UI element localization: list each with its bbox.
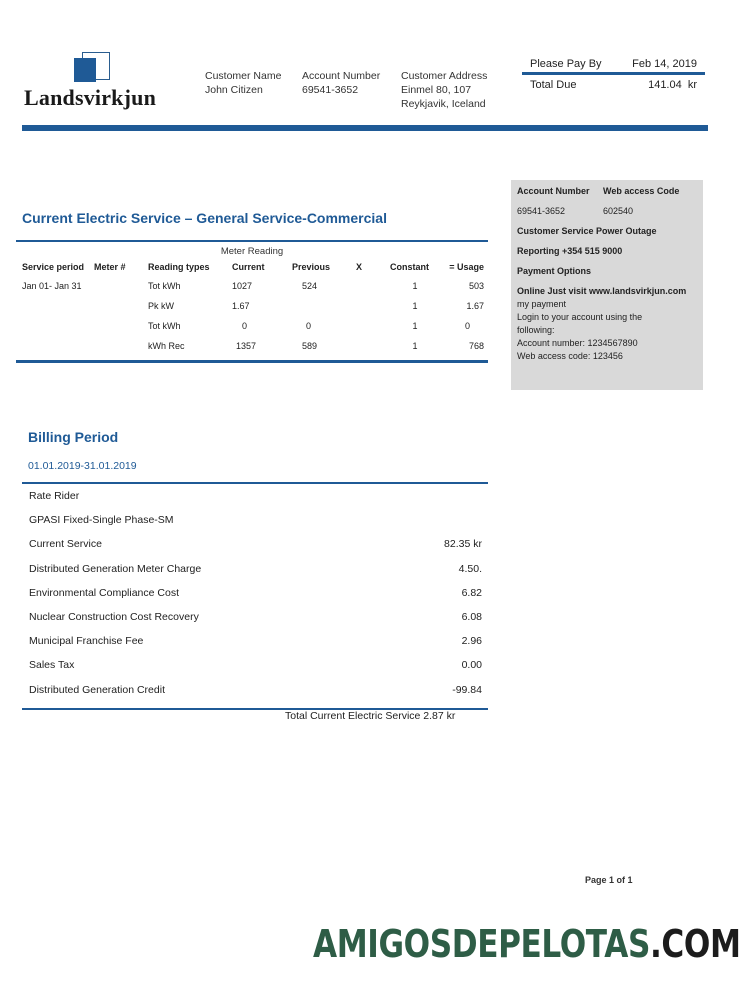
list-item [22,653,488,677]
account-number-block [302,69,380,97]
billing-title: Billing Period [28,429,119,445]
online-text[interactable]: Just visit www.landsvirkjun.com [545,286,687,296]
payment-options-label: Payment Options [517,266,592,276]
total-due-label: Total Due [530,79,577,91]
panel-web-access-label: Web access Code [603,186,680,196]
cell-meter [94,316,148,336]
item-amount: 6.08 [461,611,482,624]
panel-account-number-label: Account Number [517,186,590,196]
cell-previous: 0 [306,321,312,331]
billing-range: 01.01.2019-31.01.2019 [28,460,137,472]
cell-current: 0 [242,321,248,331]
cell-meter [94,296,148,316]
customer-name-value: John Citizen [205,84,263,96]
line-account-number: Account number: 1234567890 [517,338,638,348]
customer-name-block [205,69,281,97]
cell-usage: 0 [464,321,470,331]
list-item [22,557,488,581]
list-item [22,605,488,629]
item-label: Current Service [29,538,102,551]
cell-constant: 1 [412,301,418,311]
table-row [16,296,488,316]
watermark-ext: .COM [649,922,741,966]
cell-period [16,296,94,316]
line-login: Login to your account using the [517,312,643,322]
table-row [16,316,488,336]
col-reading-types: Reading types [148,262,210,272]
item-amount: -99.84 [452,683,482,696]
online-label: Online [517,286,546,296]
address-line-2: Reykjavik, Iceland [401,98,486,110]
watermark-main: AMIGOSDEPELOTAS [313,922,650,966]
pay-by-label: Please Pay By [530,58,602,70]
meter-table-top-rule [16,240,488,242]
item-amount: 4.50. [458,562,482,575]
col-usage: = Usage [449,262,484,272]
item-label: Nuclear Construction Cost Recovery [29,611,199,624]
table-row [16,336,488,356]
list-item [22,484,488,508]
customer-name-label: Customer Name [205,70,282,82]
list-item [22,508,488,532]
panel-web-access-code: 602540 [603,206,634,216]
col-current: Current [232,262,265,272]
company-logo-icon [74,52,110,82]
item-amount: 6.82 [461,586,482,599]
cell-x [356,296,390,316]
cell-period [16,336,94,356]
pay-by-date: Feb 14, 2019 [632,58,697,70]
address-line-1: Einmel 80, 107 [401,84,472,96]
panel-account-number: 69541-3652 [517,206,566,216]
cell-previous: 589 [302,341,318,351]
company-name: Landsvirkjun [24,85,157,110]
table-row [16,276,488,296]
cell-x [356,336,390,356]
page-number: Page 1 of 1 [585,875,633,885]
meter-reading-section [16,240,488,363]
cell-constant: 1 [412,281,418,291]
cell-x [356,316,390,336]
outage-line-2: Reporting +354 515 9000 [517,246,623,256]
total-due-value: 141.04 kr [648,79,697,91]
col-previous: Previous [292,262,331,272]
service-title: Current Electric Service – General Service-Commercial [22,210,387,226]
cell-constant: 1 [412,321,418,331]
cell-period [16,316,94,336]
meter-table-bottom-rule [16,360,488,363]
cell-previous: 524 [302,281,318,291]
col-constant: Constant [390,262,429,272]
item-label: Distributed Generation Meter Charge [29,562,202,575]
meter-table [16,257,488,356]
cell-type: Tot kWh [148,321,181,331]
billing-items [22,482,488,710]
cell-meter [94,336,148,356]
line-web-access: Web access code: 123456 [517,351,623,361]
cell-x [356,276,390,296]
line-following: following: [517,325,555,335]
item-label: Distributed Generation Credit [29,683,165,696]
paybox-divider [522,72,705,75]
cell-meter [94,276,148,296]
account-number-label: Account Number [302,70,381,82]
watermark [313,922,741,966]
item-amount: 2.96 [461,635,482,648]
cell-type: kWh Rec [148,341,185,351]
cell-type: Pk kW [148,301,174,311]
item-label: Environmental Compliance Cost [29,586,179,599]
col-meter: Meter # [94,262,126,272]
cell-current: 1.67 [232,301,250,311]
customer-address-block [401,69,487,111]
cell-previous [292,296,356,316]
customer-address-label: Customer Address [401,70,488,82]
cell-period: Jan 01- Jan 31 [22,281,82,291]
cell-usage: 1.67 [466,301,484,311]
meter-caption: Meter Reading [220,246,284,257]
account-number-value: 69541-3652 [302,84,359,96]
line-my-payment: my payment [517,299,567,309]
item-label: Municipal Franchise Fee [29,635,144,648]
cell-usage: 503 [468,281,484,291]
col-service-period: Service period [22,262,85,272]
total-current-service: Total Current Electric Service 2.87 kr [285,710,456,722]
cell-current: 1027 [232,281,253,291]
meter-table-header [16,257,488,276]
header-divider [22,125,708,131]
cell-type: Tot kWh [148,281,181,291]
list-item [22,581,488,605]
outage-line-1: Customer Service Power Outage [517,226,657,236]
account-info-panel [511,180,703,390]
col-x: X [356,262,363,272]
list-item [22,629,488,653]
item-label: Sales Tax [29,659,75,672]
item-label: GPASI Fixed-Single Phase-SM [29,514,174,527]
item-label: Rate Rider [29,490,80,503]
item-amount: 82.35 kr [444,538,482,551]
list-item [22,678,488,702]
list-item [22,532,488,556]
cell-current: 1357 [236,341,257,351]
cell-usage: 768 [468,341,484,351]
cell-constant: 1 [412,341,418,351]
item-amount: 0.00 [461,659,482,672]
payment-summary [522,57,705,92]
